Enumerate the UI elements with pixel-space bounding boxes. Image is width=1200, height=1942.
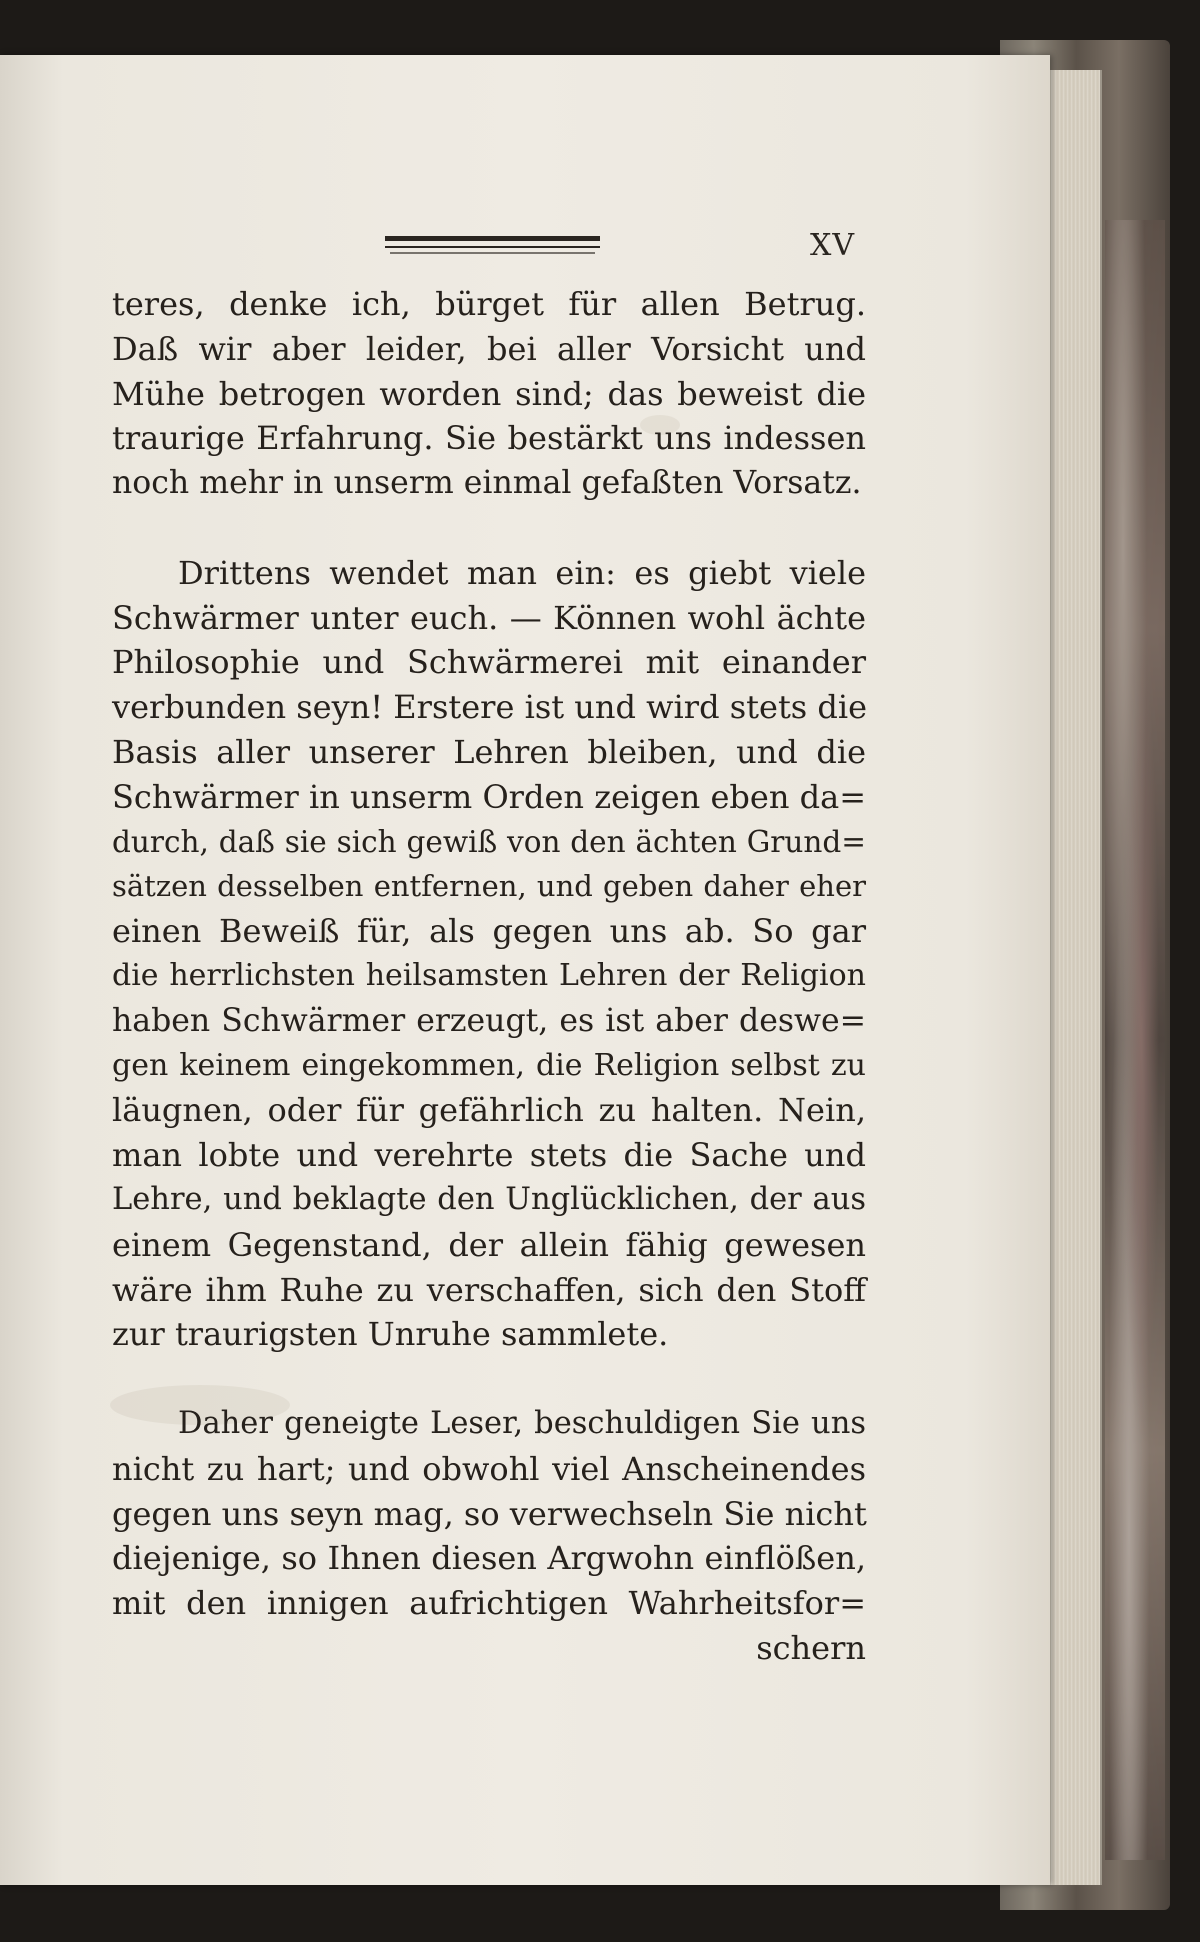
text-line: Schwärmer unter euch. — Können wohl ächte: [112, 598, 866, 637]
text-line: läugnen, oder für gefährlich zu halten. Nein,: [112, 1091, 866, 1130]
text-line: gegen uns seyn mag, so verwechseln Sie nicht: [112, 1494, 867, 1533]
paragraph-gap: [112, 506, 866, 551]
text-line: nicht zu hart; und obwohl viel Anscheinendes: [112, 1449, 866, 1488]
text-line: Daß wir aber leider, bei aller Vorsicht und: [112, 329, 866, 368]
text-line: Drittens wendet man ein: es giebt viele: [178, 553, 866, 592]
text-line: sätzen desselben entfernen, und geben daher eher: [112, 869, 866, 904]
text-line: Schwärmer in unserm Orden zeigen eben da=: [112, 777, 866, 816]
text-line: durch, daß sie sich gewiß von den ächten Grund=: [112, 824, 866, 859]
text-line: die herrlichsten heilsamsten Lehren der Religion: [112, 957, 866, 993]
text-line: mit den innigen aufrichtigen Wahrheitsfor=: [112, 1584, 866, 1623]
text-line: man lobte und verehrte stets die Sache und: [112, 1136, 866, 1175]
paragraph-gap: [112, 1357, 866, 1402]
header-rule: [385, 236, 600, 241]
header-rule: [385, 246, 600, 248]
marbled-cover: [1105, 220, 1165, 1860]
text-line: noch mehr in unserm einmal gefaßten Vorsatz.: [112, 465, 862, 502]
text-line: teres, denke ich, bürget für allen Betrug.: [112, 285, 866, 323]
text-line: diejenige, so Ihnen diesen Argwohn einflößen,: [112, 1539, 866, 1578]
text-line: gen keinem eingekommen, die Religion selbst zu: [112, 1047, 866, 1083]
text-line: Daher geneigte Leser, beschuldigen Sie uns: [178, 1405, 866, 1441]
text-line: Mühe betrogen worden sind; das beweist die: [112, 374, 866, 413]
header-rule: [390, 252, 595, 254]
text-line: wäre ihm Ruhe zu verschaffen, sich den Stoff: [112, 1270, 866, 1309]
text-line: zur traurigsten Unruhe sammlete.: [112, 1315, 669, 1354]
body-text: [112, 282, 866, 1671]
text-line: verbunden seyn! Erstere ist und wird stets die: [112, 688, 868, 727]
text-line: traurige Erfahrung. Sie bestärkt uns indessen: [112, 419, 866, 458]
text-line: haben Schwärmer erzeugt, es ist aber deswe=: [112, 1002, 866, 1039]
page-number: XV: [810, 228, 856, 263]
text-line: Basis aller unserer Lehren bleiben, und die: [112, 732, 866, 771]
text-line: Lehre, und beklagte den Unglücklichen, der aus: [112, 1181, 866, 1217]
text-line: Philosophie und Schwärmerei mit einander: [112, 643, 866, 682]
text-line: schern: [756, 1628, 866, 1667]
text-line: einen Beweiß für, als gegen uns ab. So gar: [112, 912, 866, 951]
text-line: einem Gegenstand, der allein fähig gewesen: [112, 1225, 866, 1264]
